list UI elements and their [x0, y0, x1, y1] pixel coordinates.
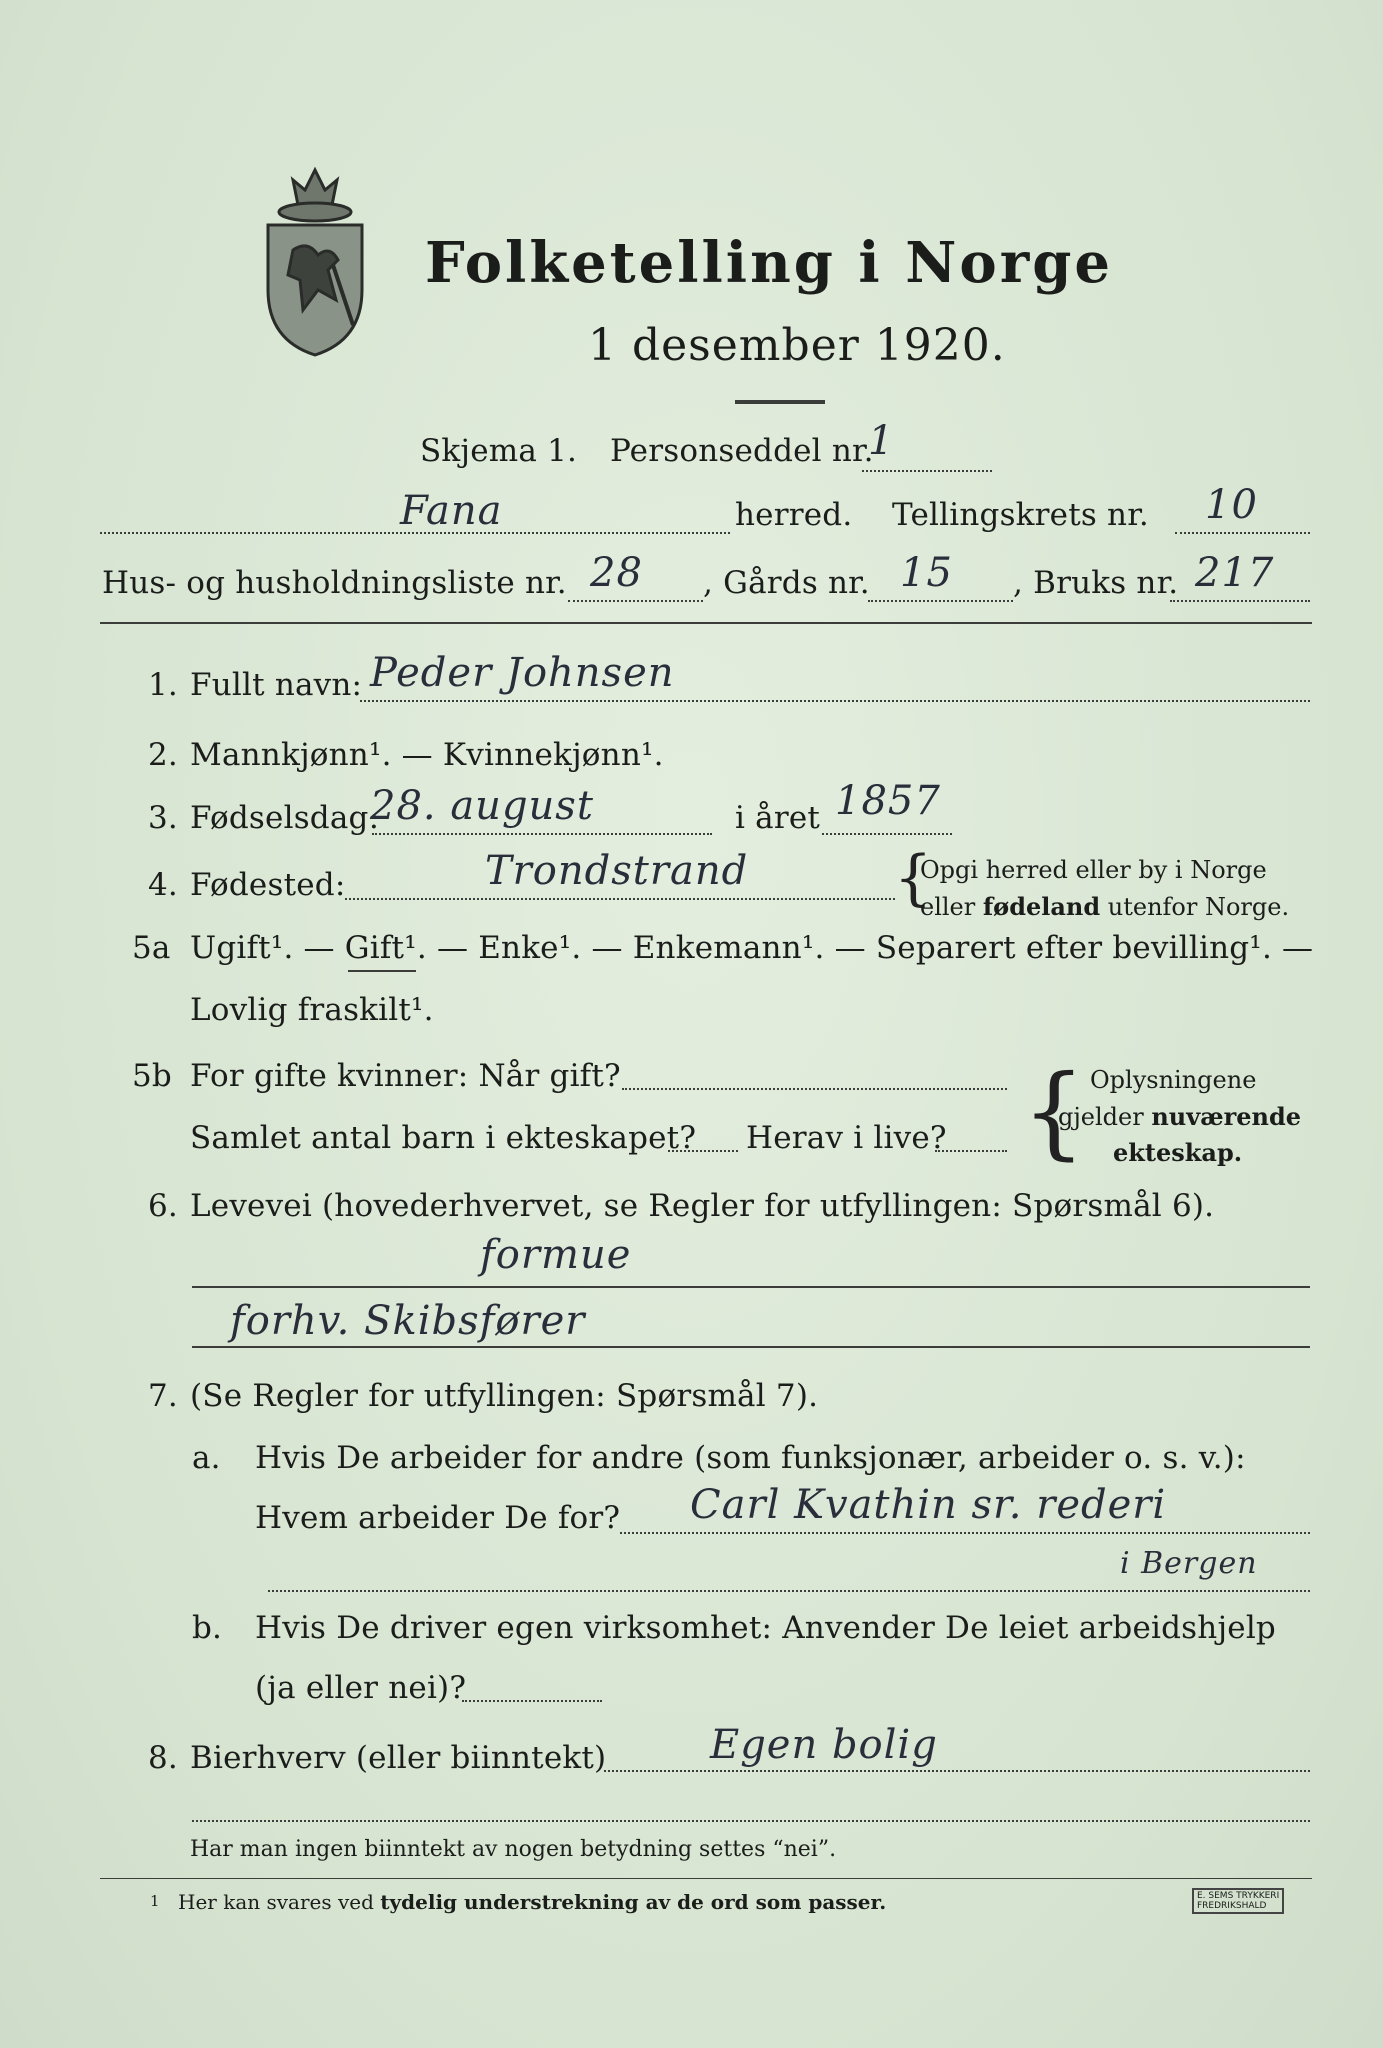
q8-line-2 [192, 1820, 1310, 1822]
q7a-value-1[interactable]: Carl Kvathin sr. rederi [690, 1482, 1167, 1528]
footer-line: Har man ingen biinntekt av nogen betydning settes “nei”. [190, 1837, 837, 1862]
personseddel-line [862, 470, 992, 472]
q3-year-line [822, 833, 952, 835]
q7b-question: (ja eller nei)? [255, 1670, 467, 1706]
bruks-value[interactable]: 217 [1195, 550, 1275, 596]
hus-label: Hus- og husholdningsliste nr. [102, 565, 567, 601]
q5b-note-2: gjelder nuværende [1058, 1102, 1302, 1131]
header-divider [100, 622, 1312, 624]
q7-number: 7. [148, 1378, 178, 1414]
bruks-line [1170, 600, 1310, 602]
coat-of-arms-emblem [258, 160, 373, 360]
q5b-alive-line [935, 1150, 1007, 1152]
q1-number: 1. [148, 667, 178, 703]
q5b-brace: { [1022, 1053, 1086, 1170]
q3-value[interactable]: 28. august [370, 783, 594, 829]
q4-value[interactable]: Trondstrand [485, 848, 749, 894]
q5b-children-line [668, 1150, 738, 1152]
footnote-text: Her kan svares ved tydelig understrekning av de ord som passer. [178, 1890, 887, 1914]
skjema-label: Skjema 1. [420, 433, 578, 469]
q6-number: 6. [148, 1188, 178, 1224]
hus-line [568, 600, 703, 602]
gards-label: , Gårds nr. [703, 565, 870, 601]
q7a-line-2 [268, 1590, 1310, 1592]
q5b-when-line [622, 1088, 1007, 1090]
tellingskrets-line [1175, 532, 1310, 534]
q5b-line-2a: Samlet antal barn i ekteskapet? [190, 1120, 697, 1156]
q6-value-2[interactable]: forhv. Skibsfører [230, 1298, 586, 1344]
q5a-line-1: Ugift¹. — Gift¹. — Enke¹. — Enkemann¹. — Separert efter bevilling¹. — [190, 930, 1314, 966]
q5a-number: 5a [132, 930, 171, 966]
q3-line [372, 833, 712, 835]
q3-number: 3. [148, 800, 178, 836]
q8-number: 8. [148, 1740, 178, 1776]
printer-stamp-line-2: FREDRIKSHALD [1197, 1901, 1267, 1911]
q8-line-1 [604, 1770, 1310, 1772]
footnote-number: 1 [150, 1892, 160, 1910]
q6-value-1[interactable]: formue [480, 1232, 632, 1278]
q2-label: Mannkjønn¹. — Kvinnekjønn¹. [190, 737, 664, 773]
title-divider [735, 400, 825, 404]
q7a-question: Hvem arbeider De for? [255, 1500, 621, 1536]
q1-line [360, 700, 1310, 702]
tellingskrets-value[interactable]: 10 [1205, 482, 1258, 528]
q1-value[interactable]: Peder Johnsen [370, 650, 675, 696]
gards-value[interactable]: 15 [900, 550, 953, 596]
q7a-letter: a. [192, 1440, 221, 1476]
q7a-label: Hvis De arbeider for andre (som funksjonær, arbeider o. s. v.): [255, 1440, 1246, 1476]
q5b-line-2b: Herav i live? [746, 1120, 947, 1156]
personseddel-value[interactable]: 1 [868, 418, 895, 464]
gards-line [868, 600, 1013, 602]
hus-value[interactable]: 28 [590, 550, 643, 596]
personseddel-label: Personseddel nr. [610, 433, 874, 469]
q7a-value-2[interactable]: i Bergen [1120, 1546, 1258, 1581]
bruks-label: , Bruks nr. [1013, 565, 1179, 601]
q6-line-1 [192, 1286, 1310, 1288]
printer-stamp-line-1: E. SEMS TRYKKERI [1197, 1891, 1280, 1901]
q3-label: Fødselsdag: [190, 800, 380, 836]
q5b-line-1: For gifte kvinner: Når gift? [190, 1058, 621, 1094]
herred-value[interactable]: Fana [400, 488, 503, 534]
herred-line [100, 532, 730, 534]
q3-year-label: i året [735, 800, 821, 836]
q5b-note-3: ekteskap. [1113, 1138, 1243, 1167]
q6-label: Levevei (hovederhvervet, se Regler for utfyllingen: Spørsmål 6). [190, 1188, 1215, 1224]
q5a-line-2: Lovlig fraskilt¹. [190, 992, 434, 1028]
q5b-note-1: Oplysningene [1090, 1066, 1257, 1094]
q4-note-1: Opgi herred eller by i Norge [920, 856, 1267, 884]
form-subtitle: 1 desember 1920. [588, 320, 1006, 371]
q6-line-2 [192, 1346, 1310, 1348]
q4-note-2: eller fødeland utenfor Norge. [920, 892, 1290, 921]
q4-number: 4. [148, 867, 178, 903]
q1-label: Fullt navn: [190, 667, 363, 703]
q3-year-value[interactable]: 1857 [835, 778, 941, 824]
q8-label: Bierhverv (eller biinntekt) [190, 1740, 607, 1776]
q7b-label: Hvis De driver egen virksomhet: Anvender De leiet arbeidshjelp [255, 1610, 1276, 1646]
q7-label: (Se Regler for utfyllingen: Spørsmål 7). [190, 1378, 819, 1414]
form-title: Folketelling i Norge [425, 230, 1114, 296]
q7b-line [462, 1700, 602, 1702]
q5b-number: 5b [132, 1058, 172, 1094]
tellingskrets-label: Tellingskrets nr. [892, 497, 1149, 533]
q4-brace: { [894, 843, 933, 913]
q8-value[interactable]: Egen bolig [710, 1722, 938, 1768]
printer-stamp [1192, 1888, 1284, 1914]
footer-divider [100, 1878, 1312, 1879]
q7b-letter: b. [192, 1610, 223, 1646]
q5a-gift-underline [348, 970, 416, 972]
q2-number: 2. [148, 737, 178, 773]
q7a-line-1 [620, 1532, 1310, 1534]
q4-label: Fødested: [190, 867, 346, 903]
q4-line [345, 898, 895, 900]
herred-label: herred. [735, 497, 853, 533]
